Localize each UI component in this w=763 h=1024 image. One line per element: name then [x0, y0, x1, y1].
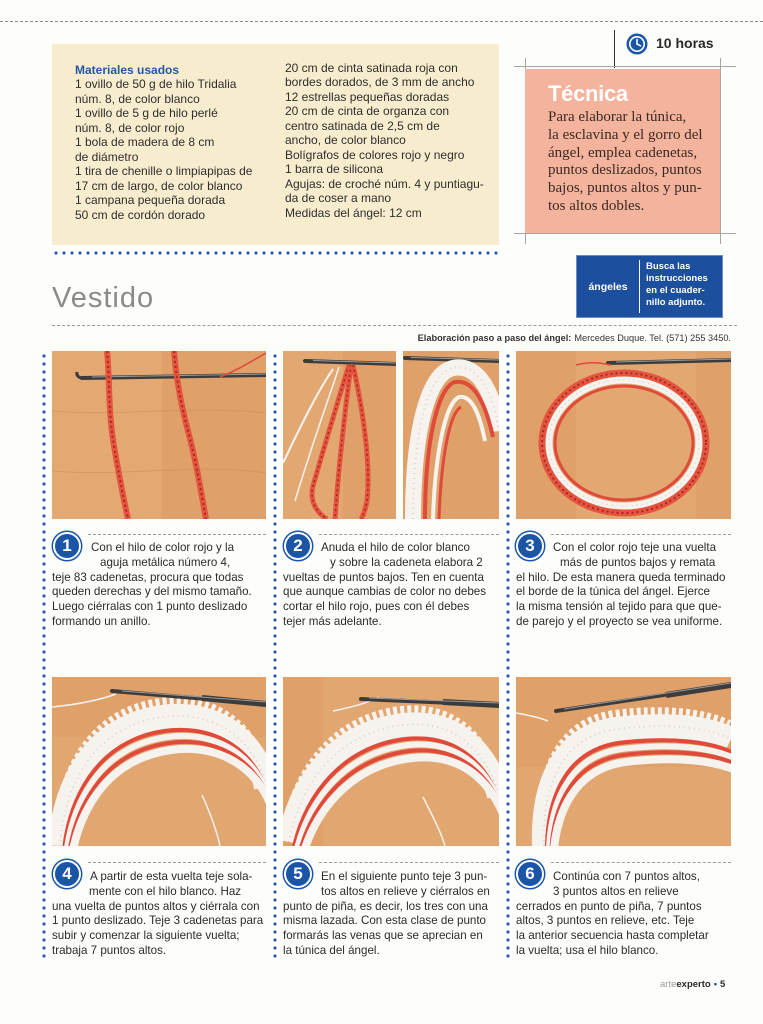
step-line: la misma tensión al tejido para que que-: [516, 600, 722, 614]
step-line: Anuda el hilo de color blanco: [321, 541, 470, 554]
step-5-photo: [283, 677, 499, 846]
materials-column-right: [285, 61, 484, 221]
materials-item: núm. 8, de color blanco: [75, 91, 200, 106]
credit-label: Elaboración paso a paso del ángel:: [417, 333, 572, 343]
tecnica-line: la esclavina y el gorro del: [548, 126, 703, 143]
materials-item: 1 ovillo de 5 g de hilo perlé: [75, 106, 218, 120]
step-line: aguja metálica número 4,: [100, 555, 231, 569]
footer-separator: •: [713, 979, 718, 990]
step-6-image: [516, 677, 731, 846]
step-line: Luego ciérralas con 1 punto deslizado: [52, 600, 248, 614]
column-dotted-divider: [506, 352, 510, 958]
step-line: Continúa con 7 puntos altos,: [553, 870, 700, 883]
step-line: que aunque cambias de color no debes: [283, 585, 487, 599]
tecnica-line: ángel, emplea cadenetas,: [548, 144, 698, 161]
clock-icon: [626, 33, 648, 55]
promo-line: en el cuader-: [646, 285, 705, 296]
step-line: punto de piña, es decir, los tres con una: [283, 899, 488, 913]
time-divider: [614, 30, 615, 68]
step-text: [516, 541, 725, 630]
step-number-badge: 5: [284, 860, 312, 888]
step-line: la vuelta; usa el hilo blanco.: [516, 943, 659, 957]
step-number-badge: 6: [516, 860, 544, 888]
step-6-photo: [516, 677, 731, 846]
step-dashed-rule: [88, 862, 266, 863]
materials-item: ancho, de color blanco: [285, 133, 406, 147]
materials-item: 50 cm de cordón dorado: [75, 207, 206, 222]
materials-title: Materiales usados: [75, 62, 180, 77]
step-dashed-rule: [88, 534, 266, 535]
step-line: altos, 3 puntos en relieve, etc. Teje: [516, 914, 695, 928]
footer-brand-light: arte: [660, 979, 677, 990]
materials-item: 1 bola de madera de 8 cm: [75, 135, 215, 149]
materials-item: 12 estrellas pequeñas doradas: [285, 89, 450, 104]
step-line: cerrados en punto de piña, 7 puntos: [516, 899, 702, 913]
footer-brand-bold: experto: [676, 979, 711, 990]
step-line: mente con el hilo blanco. Haz: [89, 884, 242, 898]
step-line: y sobre la cadeneta elabora 2: [330, 555, 483, 569]
step-line: tos altos en relieve y ciérralos en: [321, 884, 490, 898]
step-line: la túnica del ángel.: [283, 943, 380, 957]
crop-line: [720, 58, 721, 244]
step-line: trabaja 7 puntos altos.: [52, 943, 167, 957]
credit-text: Mercedes Duque. Tel. (571) 255 3450.: [574, 333, 731, 343]
step-dashed-rule: [319, 534, 499, 535]
time-label: 10 horas: [656, 35, 714, 51]
step-dashed-rule: [551, 534, 731, 535]
step-dashed-rule: [551, 862, 731, 863]
column-dotted-divider: [273, 352, 277, 958]
column-dotted-divider: [42, 352, 46, 958]
step-line: una vuelta de puntos altos y ciérrala con: [52, 899, 260, 913]
step-2: [283, 530, 499, 640]
materials-item: centro satinada de 2,5 cm de: [285, 118, 440, 133]
step-line: tejer más adelante.: [283, 614, 382, 628]
promo-brand: ángeles: [588, 280, 628, 293]
materials-item: Agujas: de croché núm. 4 y puntiagu-: [285, 176, 484, 191]
credit-line: [418, 333, 731, 343]
step-3-photo: [516, 351, 731, 519]
step-5: [283, 858, 499, 968]
materials-box: [52, 44, 499, 245]
step-2-photo-a: [283, 351, 396, 519]
step-line: cortar el hilo rojo, pues con él debes: [283, 600, 470, 614]
promo-line: instrucciones: [646, 273, 708, 284]
step-4-photo: [52, 677, 266, 846]
materials-item: 20 cm de cinta satinada roja con: [285, 60, 458, 75]
materials-item: de diámetro: [75, 149, 139, 164]
step-line: A partir de esta vuelta teje sola-: [90, 870, 253, 883]
step-text: [283, 870, 490, 959]
materials-item: Medidas del ángel: 12 cm: [285, 205, 422, 220]
step-number-badge: 1: [53, 532, 81, 560]
step-line: Con el color rojo teje una vuelta: [553, 541, 717, 554]
step-2-image-b: [403, 351, 499, 519]
materials-item: bordes dorados, de 3 mm de ancho: [285, 75, 475, 89]
step-text: [52, 870, 263, 959]
materials-item: da de coser a mano: [285, 191, 392, 205]
step-4-image: [52, 677, 266, 846]
step-line: misma lazada. Con esta clase de punto: [283, 914, 487, 928]
materials-item: 1 campana pequeña dorada: [75, 193, 226, 207]
section-title: Vestido: [52, 282, 155, 314]
step-1-photo: [52, 351, 266, 519]
materials-item: 20 cm de cinta de organza con: [285, 104, 450, 118]
materials-item: 1 tira de chenille o limpiapipas de: [75, 164, 253, 178]
page-number: 5: [720, 979, 726, 990]
top-dashed-rule: [0, 21, 763, 22]
step-number-badge: 4: [53, 860, 81, 888]
step-1: [52, 530, 266, 640]
step-4: [52, 858, 266, 968]
step-dashed-rule: [319, 862, 499, 863]
tecnica-box: [525, 69, 720, 233]
materials-item: 1 ovillo de 50 g de hilo Tridalia: [75, 77, 237, 91]
step-2-photo-b: [403, 351, 499, 519]
step-line: queden derechas y del mismo tamaño.: [52, 585, 252, 599]
tecnica-line: Para elaborar la túnica,: [548, 109, 687, 125]
step-6: [516, 858, 731, 968]
dotted-divider: [52, 251, 499, 255]
step-text: [516, 870, 709, 959]
step-line: En el siguiente punto teje 3 pun-: [321, 870, 488, 883]
promo-line: nillo adjunto.: [646, 297, 706, 308]
step-line: formarás las venas que se aprecian en: [283, 929, 483, 943]
step-number-badge: 2: [284, 532, 312, 560]
step-1-image: [52, 351, 266, 519]
tecnica-title: Técnica: [548, 81, 628, 106]
tecnica-line: puntos deslizados, puntos: [548, 162, 702, 179]
step-line: 1 punto deslizado. Teje 3 cadenetas para: [52, 914, 264, 928]
crop-line: [514, 233, 736, 234]
section-dashed-rule: [52, 325, 737, 326]
materials-item: Bolígrafos de colores rojo y negro: [285, 147, 465, 162]
step-line: el borde de la túnica del ángel. Ejerce: [516, 585, 711, 599]
materials-item: núm. 8, de color rojo: [75, 120, 185, 135]
crop-line: [514, 66, 736, 67]
step-line: vueltas de puntos bajos. Ten en cuenta: [283, 570, 484, 584]
promo-text: [646, 261, 708, 309]
tecnica-line: bajos, puntos altos y pun-: [548, 180, 702, 197]
step-line: la anterior secuencia hasta completar: [516, 929, 709, 943]
step-2-image-a: [283, 351, 396, 519]
tecnica-body: [548, 109, 703, 216]
step-text: [52, 541, 252, 630]
tecnica-line: tos altos dobles.: [548, 197, 645, 214]
step-5-image: [283, 677, 499, 846]
step-3: [516, 530, 731, 640]
step-line: más de puntos bajos y remata: [560, 555, 716, 569]
step-line: teje 83 cadenetas, procura que todas: [52, 570, 244, 584]
step-3-image: [516, 351, 731, 519]
promo-line: Busca las: [646, 261, 691, 272]
step-line: Con el hilo de color rojo y la: [91, 541, 235, 554]
promo-separator: [639, 260, 640, 313]
page-footer: [660, 979, 725, 990]
materials-item: 1 barra de silicona: [285, 162, 384, 176]
step-line: formando un anillo.: [52, 614, 151, 628]
materials-column-left: [75, 63, 252, 223]
angeles-promo-box: [576, 255, 723, 318]
step-line: 3 puntos altos en relieve: [553, 884, 679, 898]
step-line: subir y comenzar la siguiente vuelta;: [52, 929, 240, 943]
materials-item: 17 cm de largo, de color blanco: [75, 178, 243, 193]
step-line: de parejo y el proyecto se vea uniforme.: [516, 614, 723, 628]
step-text: [283, 541, 486, 630]
step-line: el hilo. De esta manera queda terminado: [516, 570, 726, 584]
step-number-badge: 3: [516, 532, 544, 560]
